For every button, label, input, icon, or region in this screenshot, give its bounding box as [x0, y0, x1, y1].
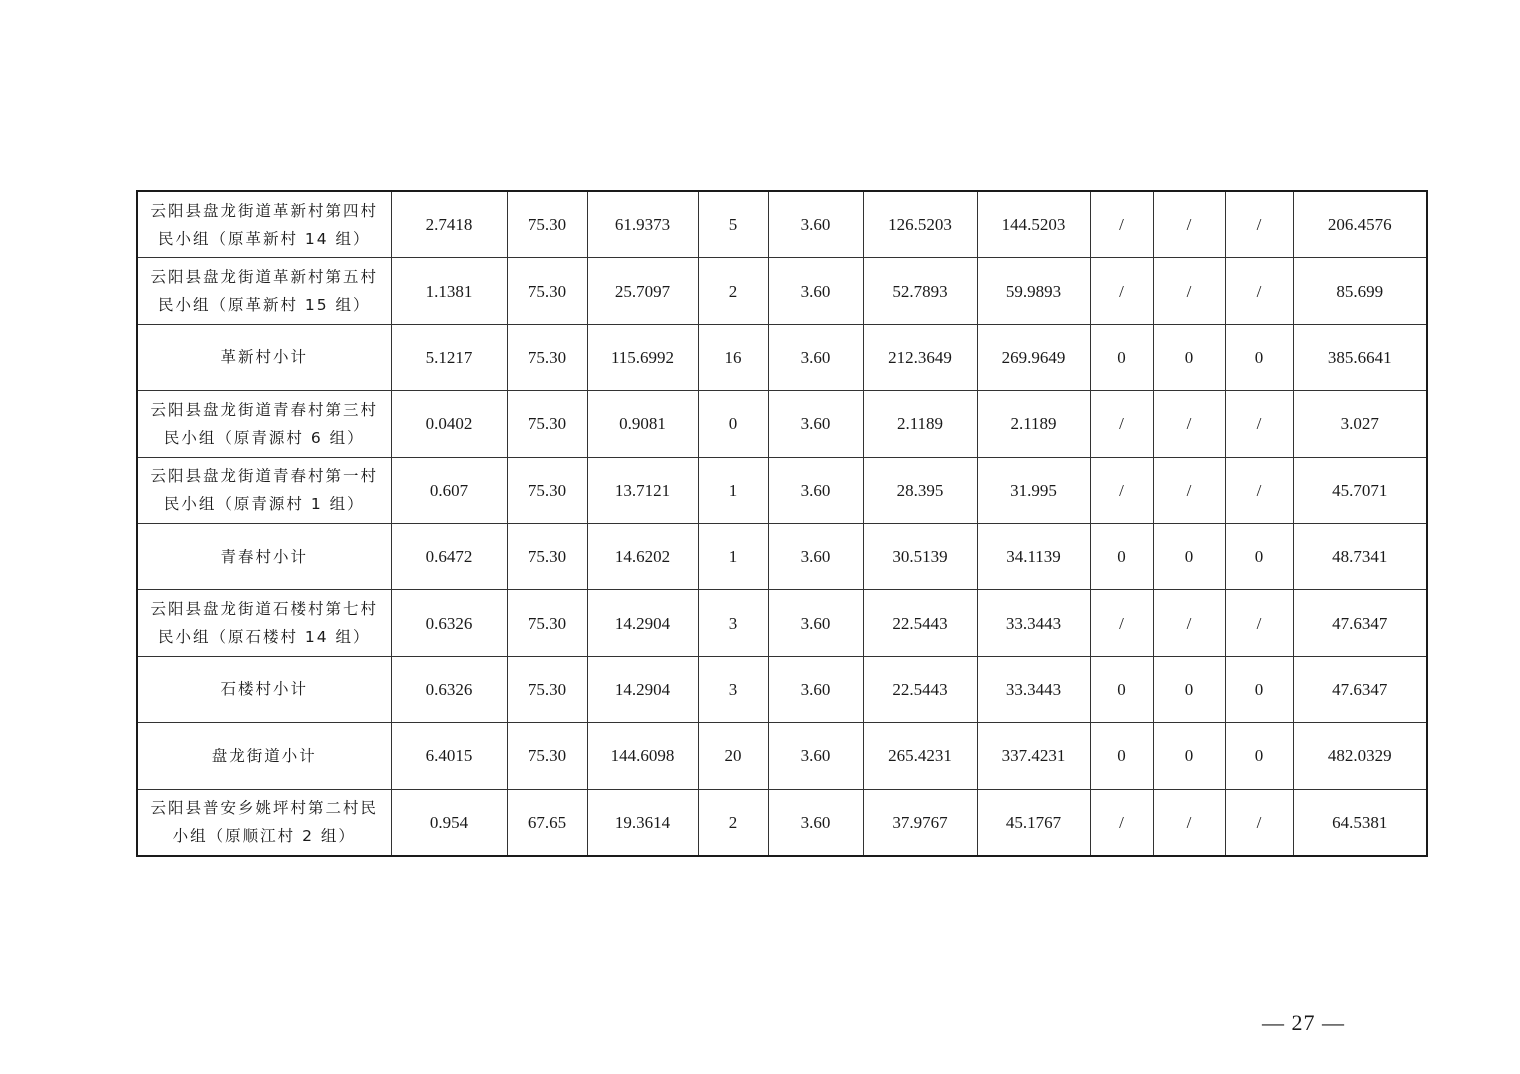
- table-cell: 75.30: [507, 457, 587, 523]
- row-name-cell: 石楼村小计: [137, 656, 391, 722]
- table-cell: 75.30: [507, 324, 587, 390]
- table-cell: 33.3443: [977, 656, 1090, 722]
- table-cell: 1.1381: [391, 258, 507, 324]
- table-row: [137, 523, 1427, 589]
- row-name-cell: 盘龙街道小计: [137, 723, 391, 789]
- table-cell: 0: [698, 391, 768, 457]
- table-body: [137, 191, 1427, 856]
- table-cell: /: [1090, 590, 1153, 656]
- row-name-cell: 青春村小计: [137, 523, 391, 589]
- table-cell: 2.1189: [863, 391, 977, 457]
- table-cell: 16: [698, 324, 768, 390]
- row-name-cell: 云阳县普安乡姚坪村第二村民小组（原顺江村 2 组）: [137, 789, 391, 856]
- table-cell: 5: [698, 191, 768, 258]
- table-cell: 3.027: [1293, 391, 1427, 457]
- table-cell: 3.60: [768, 324, 863, 390]
- table-cell: 206.4576: [1293, 191, 1427, 258]
- table-cell: /: [1153, 258, 1225, 324]
- table-cell: 14.2904: [587, 590, 698, 656]
- table-row: [137, 723, 1427, 789]
- table-row: [137, 191, 1427, 258]
- table-cell: 144.5203: [977, 191, 1090, 258]
- table-cell: 3.60: [768, 258, 863, 324]
- table-cell: 14.6202: [587, 523, 698, 589]
- table-cell: 1: [698, 457, 768, 523]
- table-cell: 75.30: [507, 258, 587, 324]
- table-cell: 0.9081: [587, 391, 698, 457]
- table-cell: 5.1217: [391, 324, 507, 390]
- table-cell: 3: [698, 656, 768, 722]
- row-name-cell: 云阳县盘龙街道革新村第五村民小组（原革新村 15 组）: [137, 258, 391, 324]
- table-cell: 337.4231: [977, 723, 1090, 789]
- table-cell: 0.6326: [391, 590, 507, 656]
- row-name-cell: 革新村小计: [137, 324, 391, 390]
- table-cell: /: [1225, 191, 1293, 258]
- compensation-table: [136, 190, 1428, 857]
- table-cell: 22.5443: [863, 590, 977, 656]
- table-cell: /: [1153, 590, 1225, 656]
- table-cell: 14.2904: [587, 656, 698, 722]
- table-cell: 115.6992: [587, 324, 698, 390]
- table-cell: 3.60: [768, 590, 863, 656]
- table-cell: 85.699: [1293, 258, 1427, 324]
- table-cell: 212.3649: [863, 324, 977, 390]
- table-cell: 385.6641: [1293, 324, 1427, 390]
- table-cell: 75.30: [507, 590, 587, 656]
- table-row: [137, 258, 1427, 324]
- table-row: [137, 324, 1427, 390]
- row-name-cell: 云阳县盘龙街道革新村第四村民小组（原革新村 14 组）: [137, 191, 391, 258]
- table-cell: 3.60: [768, 523, 863, 589]
- table-cell: 3.60: [768, 789, 863, 856]
- table-cell: 2.7418: [391, 191, 507, 258]
- table-cell: 19.3614: [587, 789, 698, 856]
- table-cell: /: [1090, 789, 1153, 856]
- table-cell: 1: [698, 523, 768, 589]
- table-row: [137, 789, 1427, 856]
- table-cell: 269.9649: [977, 324, 1090, 390]
- table-cell: 0.6326: [391, 656, 507, 722]
- table-cell: 0: [1090, 656, 1153, 722]
- row-name-cell: 云阳县盘龙街道石楼村第七村民小组（原石楼村 14 组）: [137, 590, 391, 656]
- table-cell: 0: [1090, 723, 1153, 789]
- table-cell: 3.60: [768, 457, 863, 523]
- table-cell: 34.1139: [977, 523, 1090, 589]
- table-cell: 0.607: [391, 457, 507, 523]
- table-cell: 6.4015: [391, 723, 507, 789]
- table-cell: 52.7893: [863, 258, 977, 324]
- table-cell: 67.65: [507, 789, 587, 856]
- table-cell: 48.7341: [1293, 523, 1427, 589]
- table-cell: /: [1090, 457, 1153, 523]
- table-cell: 0: [1153, 656, 1225, 722]
- table-cell: 22.5443: [863, 656, 977, 722]
- table-cell: 0: [1225, 324, 1293, 390]
- table-cell: 3.60: [768, 723, 863, 789]
- page-number: — 27 —: [1262, 1010, 1345, 1035]
- table-cell: 75.30: [507, 656, 587, 722]
- table-cell: 482.0329: [1293, 723, 1427, 789]
- table-cell: 31.995: [977, 457, 1090, 523]
- table-row: [137, 590, 1427, 656]
- table-cell: 75.30: [507, 191, 587, 258]
- table-cell: 265.4231: [863, 723, 977, 789]
- table-cell: /: [1225, 457, 1293, 523]
- table-cell: 75.30: [507, 391, 587, 457]
- table-cell: 2: [698, 789, 768, 856]
- row-name-cell: 云阳县盘龙街道青春村第一村民小组（原青源村 1 组）: [137, 457, 391, 523]
- table-cell: 47.6347: [1293, 590, 1427, 656]
- table-cell: 0.954: [391, 789, 507, 856]
- table-cell: 61.9373: [587, 191, 698, 258]
- table-cell: 30.5139: [863, 523, 977, 589]
- table-cell: /: [1225, 258, 1293, 324]
- table-cell: 33.3443: [977, 590, 1090, 656]
- table-cell: 3.60: [768, 191, 863, 258]
- table-cell: /: [1090, 191, 1153, 258]
- table-cell: 75.30: [507, 523, 587, 589]
- table-cell: 13.7121: [587, 457, 698, 523]
- table-cell: 64.5381: [1293, 789, 1427, 856]
- table-cell: 20: [698, 723, 768, 789]
- table-cell: 45.1767: [977, 789, 1090, 856]
- table-cell: 75.30: [507, 723, 587, 789]
- table-cell: 3.60: [768, 391, 863, 457]
- table-cell: 0: [1153, 523, 1225, 589]
- table-cell: 0: [1225, 656, 1293, 722]
- table-cell: 47.6347: [1293, 656, 1427, 722]
- table-cell: /: [1153, 191, 1225, 258]
- table-cell: 0.0402: [391, 391, 507, 457]
- table-cell: 28.395: [863, 457, 977, 523]
- table-cell: 0: [1090, 523, 1153, 589]
- table-row: [137, 391, 1427, 457]
- table-cell: /: [1225, 391, 1293, 457]
- table-cell: /: [1090, 258, 1153, 324]
- table-cell: 0: [1225, 723, 1293, 789]
- table-cell: 3: [698, 590, 768, 656]
- table-cell: /: [1090, 391, 1153, 457]
- table-cell: 59.9893: [977, 258, 1090, 324]
- table-cell: /: [1153, 457, 1225, 523]
- table-cell: 45.7071: [1293, 457, 1427, 523]
- table-cell: 0.6472: [391, 523, 507, 589]
- table-cell: 3.60: [768, 656, 863, 722]
- table-cell: 126.5203: [863, 191, 977, 258]
- table-cell: 0: [1153, 324, 1225, 390]
- table-cell: 0: [1225, 523, 1293, 589]
- table-cell: /: [1153, 391, 1225, 457]
- table-cell: /: [1225, 590, 1293, 656]
- table-row: [137, 656, 1427, 722]
- table-row: [137, 457, 1427, 523]
- table-cell: 0: [1090, 324, 1153, 390]
- table-cell: 144.6098: [587, 723, 698, 789]
- table-cell: 37.9767: [863, 789, 977, 856]
- table-cell: 0: [1153, 723, 1225, 789]
- table-cell: /: [1225, 789, 1293, 856]
- table-cell: 2: [698, 258, 768, 324]
- table-cell: 25.7097: [587, 258, 698, 324]
- table-cell: 2.1189: [977, 391, 1090, 457]
- row-name-cell: 云阳县盘龙街道青春村第三村民小组（原青源村 6 组）: [137, 391, 391, 457]
- table-cell: /: [1153, 789, 1225, 856]
